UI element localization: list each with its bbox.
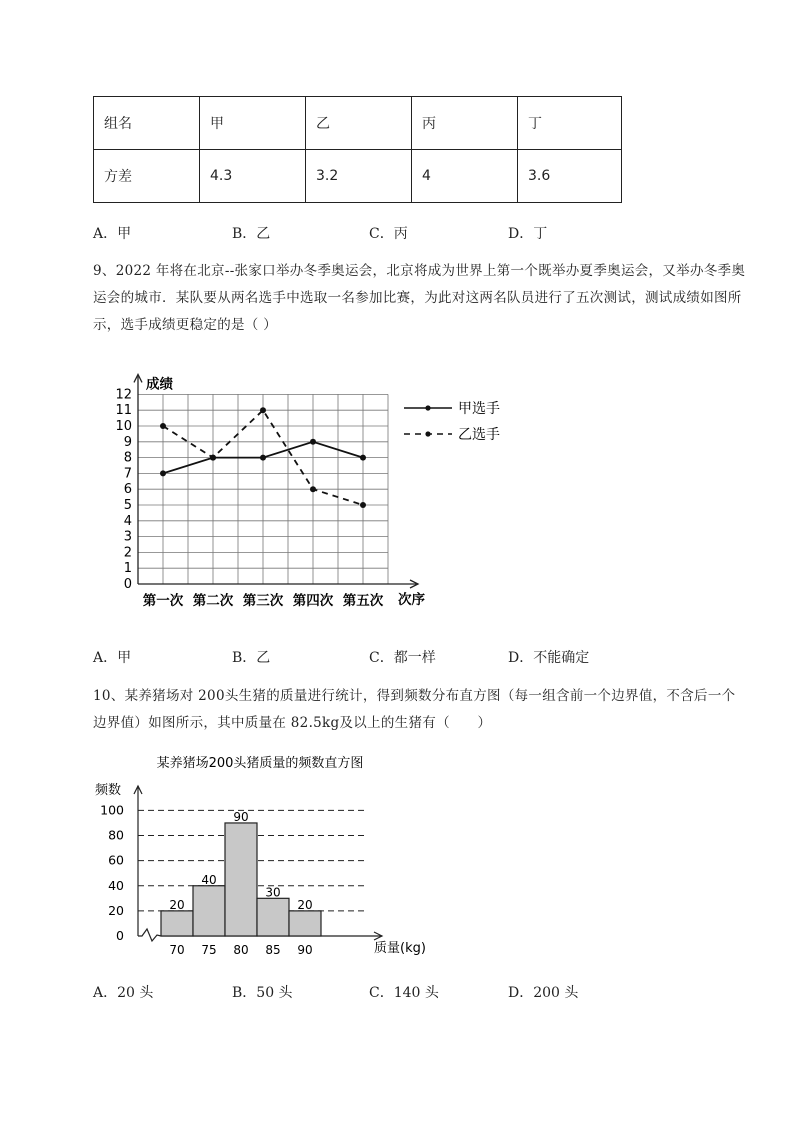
y-tick-label: 10 bbox=[115, 419, 132, 434]
bar-value-label: 90 bbox=[233, 809, 249, 824]
bar-value-label: 20 bbox=[297, 897, 313, 912]
y-tick-label: 3 bbox=[123, 529, 132, 545]
y-tick-label: 4 bbox=[123, 513, 132, 529]
legend-label: 乙选手 bbox=[458, 427, 500, 443]
y-tick-label: 11 bbox=[115, 403, 132, 419]
x-tick-label: 第二次 bbox=[192, 593, 234, 609]
axis-break bbox=[138, 929, 161, 941]
q9-option-d: D．不能确定 bbox=[508, 650, 590, 666]
q9-option-c: C．都一样 bbox=[369, 650, 436, 666]
y-tick-label: 8 bbox=[123, 450, 132, 466]
y-tick-label: 0 bbox=[123, 577, 132, 592]
x-tick-label: 第三次 bbox=[242, 593, 284, 609]
y-tick-label: 1 bbox=[123, 561, 132, 577]
table-cell: 4 bbox=[412, 150, 518, 203]
q8-option-d: D．丁 bbox=[508, 226, 548, 242]
line-chart bbox=[110, 362, 500, 614]
table-cell: 3.2 bbox=[306, 150, 412, 203]
legend-marker bbox=[425, 431, 430, 436]
legend-marker bbox=[425, 405, 430, 410]
x-tick-label: 第四次 bbox=[292, 593, 334, 609]
bar-value-label: 20 bbox=[169, 897, 185, 912]
q9-option-b: B．乙 bbox=[232, 650, 271, 666]
y-axis-label: 成绩 bbox=[146, 376, 173, 393]
q9-text: 9、2022 年将在北京--张家口举办冬季奥运会，北京将成为世界上第一个既举办夏季奥运会，又举办冬季奥运会的城市．某队要从两名选手中选取一名参加比赛，为此对这两名队员进行了五次测试，测试成绩如图所示，选手成绩更稳定的是（ ） bbox=[93, 263, 746, 333]
histogram-bar bbox=[225, 823, 257, 936]
y-tick-label: 5 bbox=[123, 498, 132, 513]
y-tick-label: 12 bbox=[115, 387, 132, 403]
q8-option-c: C．丙 bbox=[369, 226, 408, 242]
y-axis-label: 频数 bbox=[95, 783, 122, 798]
y-tick-label: 40 bbox=[108, 877, 124, 893]
table-cell: 4.3 bbox=[200, 150, 306, 203]
q9-option-a: A．甲 bbox=[93, 650, 132, 666]
q10-option-d: D．200 头 bbox=[508, 985, 579, 1001]
y-tick-label: 100 bbox=[100, 802, 124, 818]
y-tick-label: 0 bbox=[116, 928, 124, 943]
data-point bbox=[160, 423, 166, 429]
table-cell: 甲 bbox=[200, 97, 306, 150]
q8-option-b: B．乙 bbox=[232, 226, 271, 242]
x-tick-label: 第一次 bbox=[142, 593, 184, 609]
histogram-bar bbox=[161, 911, 193, 936]
x-tick-label: 第五次 bbox=[342, 593, 384, 609]
q10-option-b: B．50 头 bbox=[232, 985, 293, 1001]
data-point bbox=[160, 470, 166, 476]
legend-label: 甲选手 bbox=[458, 401, 500, 417]
q10-text: 10、某养猪场对 200头生猪的质量进行统计，得到频数分布直方图（每一组含前一个边界值，不含后一个边界值）如图所示，其中质量在 82.5kg及以上的生猪有（ ） bbox=[93, 688, 736, 731]
x-axis-label: 次序 bbox=[398, 592, 425, 608]
x-tick-label: 90 bbox=[297, 943, 313, 957]
y-tick-label: 7 bbox=[123, 466, 132, 482]
q10-option-c: C．140 头 bbox=[369, 985, 439, 1001]
y-tick-label: 9 bbox=[123, 434, 132, 450]
data-point bbox=[360, 502, 366, 508]
table-cell: 丁 bbox=[518, 97, 622, 150]
table-row bbox=[94, 150, 622, 203]
y-tick-label: 60 bbox=[108, 852, 124, 868]
q8-option-a: A．甲 bbox=[93, 226, 132, 242]
y-tick-label: 20 bbox=[108, 902, 124, 918]
x-tick-label: 70 bbox=[169, 943, 185, 957]
table-cell: 方差 bbox=[94, 150, 200, 203]
table-cell: 组名 bbox=[94, 97, 200, 150]
data-point bbox=[310, 486, 316, 492]
y-tick-label: 6 bbox=[123, 482, 132, 498]
table-cell: 丙 bbox=[412, 97, 518, 150]
chart-title: 某养猪场200头猪质量的频数直方图 bbox=[156, 756, 364, 771]
histogram-chart bbox=[90, 750, 450, 960]
data-point bbox=[310, 439, 316, 445]
histogram-bar bbox=[257, 898, 289, 936]
bar-value-label: 30 bbox=[265, 885, 281, 900]
data-point bbox=[360, 455, 366, 461]
table-header-row bbox=[94, 97, 622, 150]
table-cell: 乙 bbox=[306, 97, 412, 150]
data-point bbox=[260, 407, 266, 413]
histogram-bar bbox=[193, 886, 225, 936]
y-tick-label: 80 bbox=[108, 827, 124, 843]
x-tick-label: 80 bbox=[233, 943, 249, 957]
y-tick-label: 2 bbox=[123, 545, 132, 561]
data-point bbox=[260, 455, 266, 461]
data-point bbox=[210, 455, 216, 461]
histogram-bar bbox=[289, 911, 321, 936]
table-cell: 3.6 bbox=[518, 150, 622, 203]
q10-option-a: A．20 头 bbox=[93, 985, 154, 1001]
x-tick-label: 85 bbox=[265, 943, 281, 957]
bar-value-label: 40 bbox=[201, 872, 217, 887]
x-tick-label: 75 bbox=[201, 943, 217, 957]
variance-table bbox=[93, 96, 622, 203]
x-axis-label: 质量(kg) bbox=[374, 941, 426, 956]
